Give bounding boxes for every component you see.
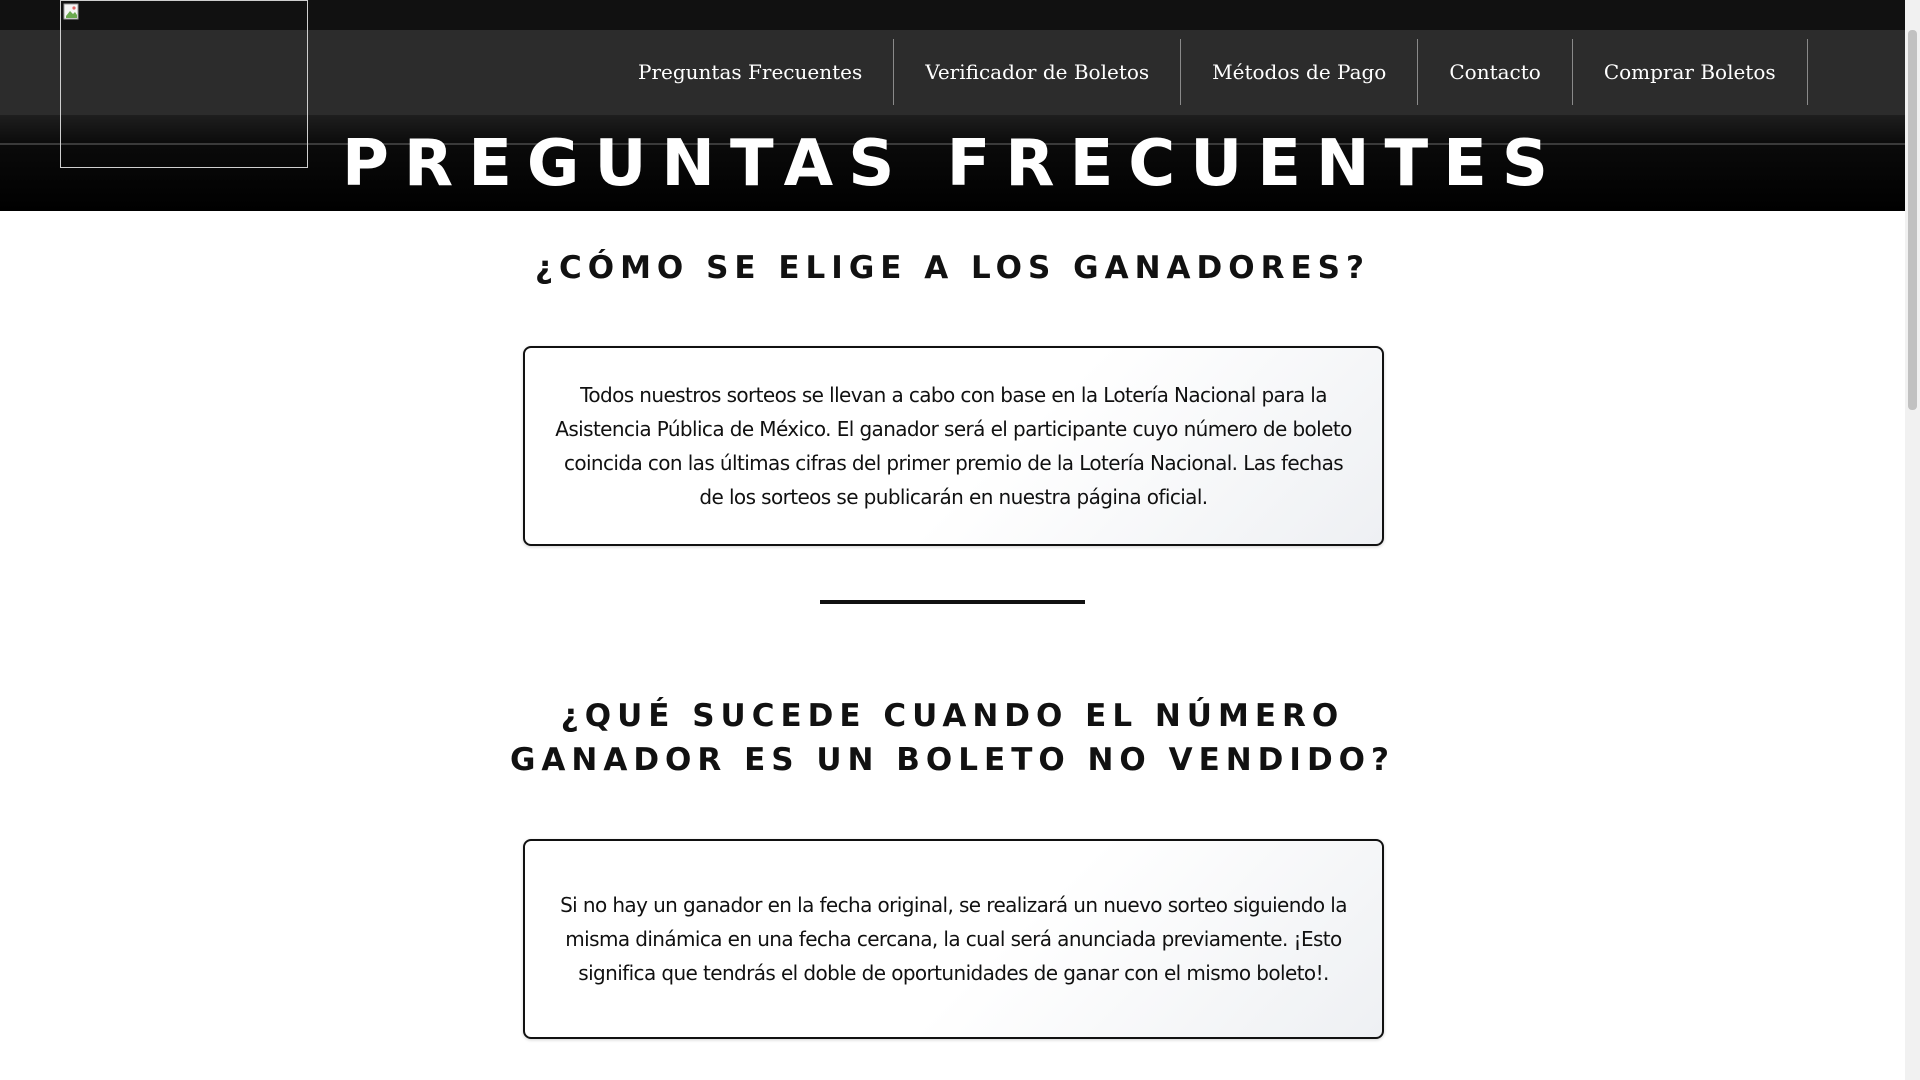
faq-question-2-line-2: GANADOR ES UN BOLETO NO VENDIDO? — [509, 742, 1396, 778]
nav-item-metodos-de-pago[interactable]: Métodos de Pago — [1181, 39, 1418, 105]
nav-item-comprar-boletos[interactable]: Comprar Boletos — [1573, 39, 1808, 105]
faq-answer-1: Todos nuestros sorteos se llevan a cabo con base en la Lotería Nacional para la Asistencia Pública de México. El ganador será el participante cuyo número de boleto coincida con las últimas cifras del primer premio de la Lotería Nacional. Las fechas de los sorteos se publicarán en nuestra página oficial. — [555, 383, 1352, 509]
faq-answer-box-1 — [523, 346, 1384, 546]
faq-question-2 — [0, 694, 1905, 782]
nav-item-preguntas-frecuentes[interactable]: Preguntas Frecuentes — [607, 39, 894, 105]
vertical-scrollbar[interactable] — [1905, 0, 1920, 1080]
nav-item-verificador-de-boletos[interactable]: Verificador de Boletos — [894, 39, 1181, 105]
broken-image-icon — [63, 3, 81, 21]
section-divider — [820, 600, 1085, 604]
faq-answer-2: Si no hay un ganador en la fecha original, se realizará un nuevo sorteo siguiendo la misma dinámica en una fecha cercana, la cual será anunciada previamente. ¡Esto significa que tendrás el doble de oportunidades de ganar con el mismo boleto!. — [560, 893, 1347, 985]
faq-question-1: ¿CÓMO SE ELIGE A LOS GANADORES? — [535, 250, 1370, 286]
logo[interactable] — [60, 0, 308, 168]
nav-item-contacto[interactable]: Contacto — [1418, 39, 1572, 105]
faq-question-2-line-1: ¿QUÉ SUCEDE CUANDO EL NÚMERO — [560, 698, 1345, 734]
page-title: PREGUNTAS FRECUENTES — [342, 127, 1563, 201]
scrollbar-thumb[interactable] — [1908, 30, 1917, 410]
faq-answer-box-2 — [523, 839, 1384, 1039]
main-nav — [607, 39, 1808, 105]
